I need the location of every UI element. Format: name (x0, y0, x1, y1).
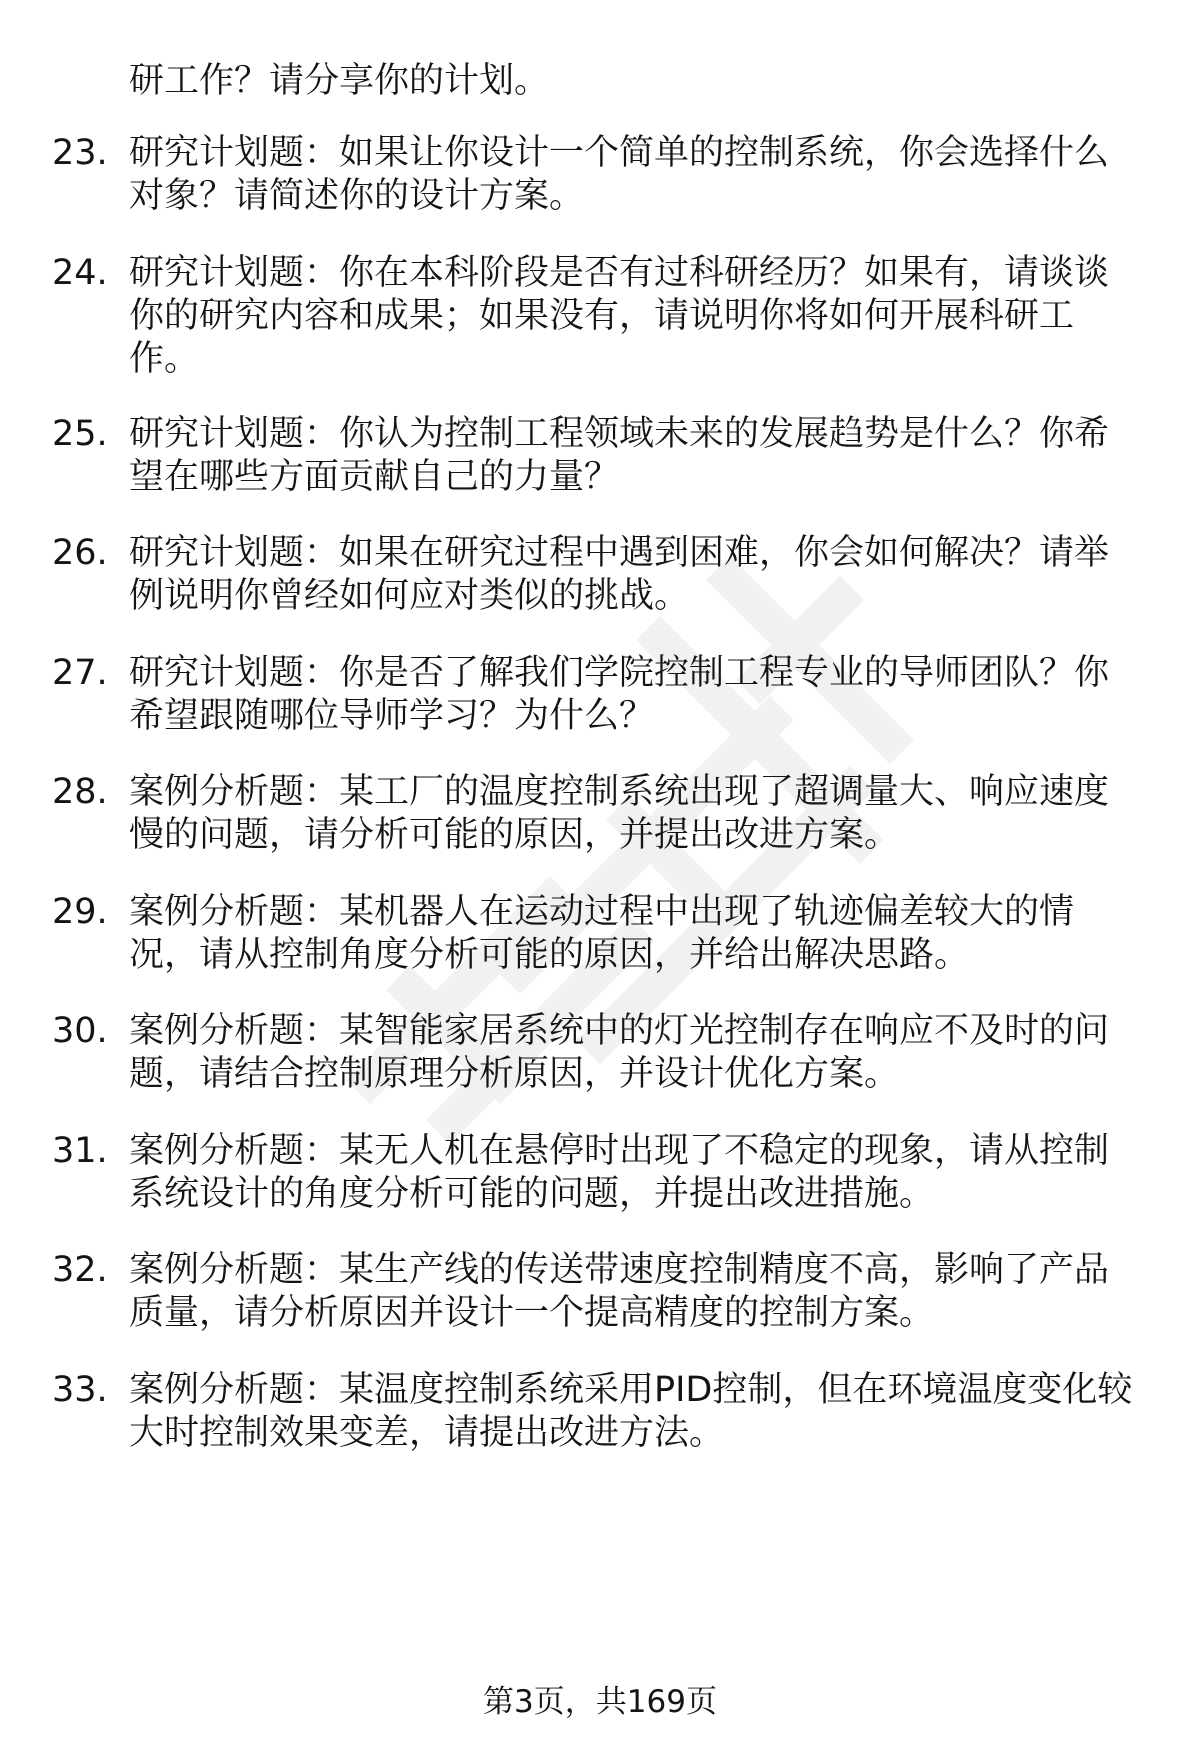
question-text: 研究计划题：你认为控制工程领域未来的发展趋势是什么？你希望在哪些方面贡献自己的力量？ (129, 414, 1110, 497)
question-number: 23. (52, 133, 108, 173)
question-number: 31. (52, 1131, 108, 1171)
question-text: 研究计划题：你是否了解我们学院控制工程专业的导师团队？你希望跟随哪位导师学习？为什么？ (129, 653, 1110, 736)
page-footer: 第3页，共169页 (483, 1684, 717, 1720)
question-number: 32. (52, 1250, 108, 1290)
question-text: 案例分析题：某生产线的传送带速度控制精度不高，影响了产品质量，请分析原因并设计一个提高精度的控制方案。 (129, 1250, 1110, 1333)
question-number: 27. (52, 653, 108, 693)
question-text: 案例分析题：某机器人在运动过程中出现了轨迹偏差较大的情况，请从控制角度分析可能的原因，并给出解决思路。 (129, 892, 1075, 975)
question-text: 案例分析题：某工厂的温度控制系统出现了超调量大、响应速度慢的问题，请分析可能的原因，并提出改进方案。 (129, 772, 1110, 855)
question-number: 25. (52, 414, 108, 454)
continued-question-text: 研工作？请分享你的计划。 (129, 61, 550, 101)
question-number: 29. (52, 892, 108, 932)
question-number: 26. (52, 533, 108, 573)
question-text: 研究计划题：如果让你设计一个简单的控制系统，你会选择什么对象？请简述你的设计方案。 (129, 133, 1110, 216)
question-text: 研究计划题：你在本科阶段是否有过科研经历？如果有，请谈谈你的研究内容和成果；如果没有，请说明你将如何开展科研工作。 (129, 253, 1110, 379)
question-number: 24. (52, 253, 108, 293)
question-number: 33. (52, 1370, 108, 1410)
question-text: 案例分析题：某智能家居系统中的灯光控制存在响应不及时的问题，请结合控制原理分析原因，并设计优化方案。 (129, 1011, 1110, 1094)
question-text: 研究计划题：如果在研究过程中遇到困难，你会如何解决？请举例说明你曾经如何应对类似的挑战。 (129, 533, 1110, 616)
question-text: 案例分析题：某无人机在悬停时出现了不稳定的现象，请从控制系统设计的角度分析可能的问题，并提出改进措施。 (129, 1131, 1110, 1214)
question-text: 案例分析题：某温度控制系统采用PID控制，但在环境温度变化较大时控制效果变差，请提出改进方法。 (129, 1370, 1133, 1453)
question-number: 28. (52, 772, 108, 812)
question-number: 30. (52, 1011, 108, 1051)
